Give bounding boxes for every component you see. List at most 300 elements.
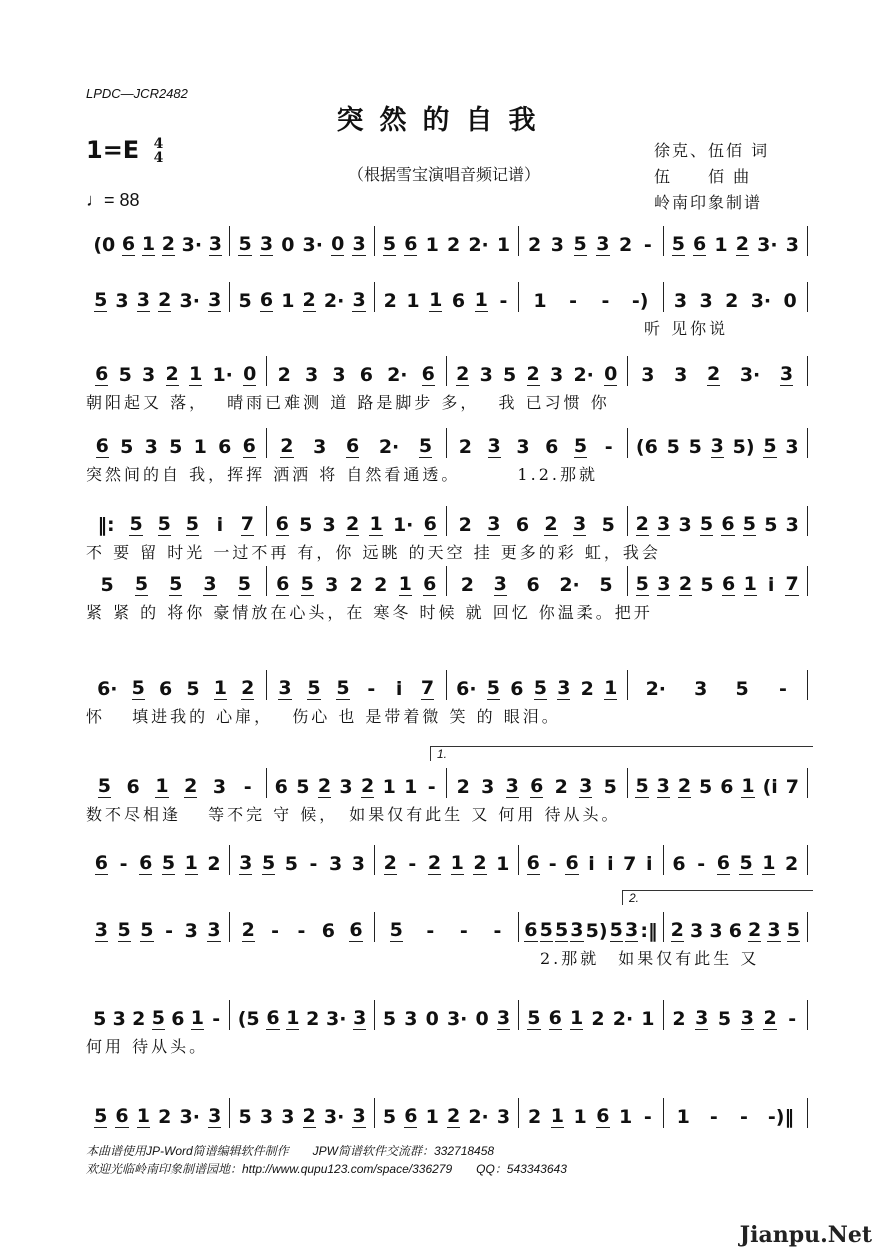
note: 3 [699, 290, 713, 312]
note: 5 [527, 1007, 541, 1029]
note: 6 [510, 678, 524, 700]
measure [447, 670, 628, 700]
note: 1 [155, 775, 169, 797]
note: 3· [326, 1008, 347, 1030]
note: 2· [378, 436, 400, 458]
note: 5 [635, 775, 649, 797]
note: 3 [479, 364, 493, 386]
note: 0 [281, 234, 295, 256]
note: 1 [619, 1106, 633, 1128]
note: 5 [382, 1008, 397, 1030]
note: 5 [601, 514, 615, 536]
score-system [86, 912, 808, 942]
note: 2 [184, 775, 198, 797]
note: 6 [672, 853, 686, 875]
note: 3 [136, 289, 151, 311]
note: 6 [451, 290, 466, 312]
note: 1 [136, 1105, 151, 1127]
note: 6 [524, 919, 538, 941]
note: 6 [274, 776, 288, 798]
note: 3 [767, 919, 781, 941]
note: 5 [300, 573, 314, 595]
note: 3 [656, 775, 670, 797]
note: - [604, 436, 613, 458]
note: 3 [673, 290, 688, 312]
note: - [408, 853, 417, 875]
note: 1 [369, 513, 383, 535]
measure [664, 1098, 808, 1128]
note: - [643, 234, 652, 256]
measure [375, 226, 519, 256]
tempo-mark: ♩= 88 [86, 190, 140, 210]
note: 2 [580, 678, 594, 700]
note: 5 [539, 919, 553, 941]
note: 5 [140, 919, 154, 941]
note: 1 [188, 363, 203, 385]
measure [86, 282, 230, 312]
measure [230, 845, 374, 875]
measure [267, 670, 448, 700]
note: 1 [184, 852, 198, 874]
score-system [86, 670, 808, 700]
note: - [459, 920, 468, 942]
note: - [778, 678, 787, 700]
score-system [86, 356, 808, 386]
note: 0 [604, 363, 618, 385]
note: 3 [239, 852, 253, 874]
note: 2 [619, 234, 633, 256]
note: 5 [533, 677, 547, 699]
note: 5 [118, 364, 132, 386]
note: 3 [304, 364, 319, 386]
note: 3 [549, 364, 564, 386]
measure [628, 670, 809, 700]
measure [375, 1000, 519, 1030]
note: - [271, 920, 280, 942]
score-system [86, 282, 808, 312]
note: 6 [423, 573, 437, 595]
note: - [493, 920, 502, 942]
note: 5 [120, 436, 134, 458]
note: 2 [302, 289, 316, 311]
note: 2 [526, 363, 540, 385]
note: 3 [353, 1007, 367, 1029]
measure [664, 912, 808, 942]
note: 3 [94, 919, 108, 941]
note: 5 [100, 574, 114, 596]
measure [519, 912, 663, 942]
measure [230, 912, 374, 942]
measure [447, 506, 628, 536]
note: - [697, 853, 706, 875]
measure [664, 282, 808, 312]
measure [267, 768, 448, 798]
note: 0 [425, 1008, 439, 1030]
note: 2 [527, 234, 542, 256]
score-system [86, 226, 808, 256]
note: - [499, 290, 508, 312]
note: 6 [266, 1007, 280, 1029]
note: 2 [383, 290, 397, 312]
note: 6 [359, 364, 373, 386]
note: 6 [95, 363, 109, 385]
note: ‖: [97, 514, 115, 536]
measure [628, 506, 809, 536]
note: 1 [425, 1106, 439, 1128]
note: 3 [142, 364, 156, 386]
note: 6 [423, 513, 437, 535]
note: 5 [94, 1105, 108, 1127]
subtitle: （根据雪宝演唱音频记谱） [347, 165, 540, 184]
note: 3 [208, 1105, 222, 1127]
note: 5 [573, 233, 587, 255]
note: - [243, 776, 252, 798]
time-signature: 4 4 [153, 136, 164, 166]
note: 3 [709, 920, 723, 942]
measure [519, 845, 663, 875]
note: 5 [389, 919, 403, 941]
lyrics-line: 不 要 留 时光 一过不再 有，你 远眺 的天空 挂 更多的彩 虹，我会 [86, 543, 661, 562]
note: 7 [785, 776, 799, 798]
note: - [601, 290, 610, 312]
note: -)‖ [767, 1106, 794, 1128]
note: 2 [460, 574, 475, 596]
note: 5 [134, 573, 149, 595]
note: 5 [764, 514, 778, 536]
note: 2 [165, 363, 179, 385]
note: 3 [208, 289, 222, 311]
measure [375, 1098, 519, 1128]
note: 6 [721, 513, 735, 535]
note: 3 [259, 233, 274, 255]
note: 5 [237, 573, 251, 595]
note: 5 [671, 233, 685, 255]
measure [86, 768, 267, 798]
note: 2 [427, 852, 442, 874]
note: 5 [157, 513, 171, 535]
note: 3· [179, 1106, 200, 1128]
note: (5 [237, 1008, 260, 1030]
note: 3 [339, 776, 353, 798]
note: 6 [345, 435, 360, 457]
note: 5 [609, 919, 623, 941]
note: 6 [321, 920, 336, 942]
note: 2 [158, 289, 172, 311]
note: 5 [699, 513, 714, 535]
measure [230, 282, 374, 312]
note: 1 [570, 1007, 584, 1029]
note: i [395, 678, 403, 700]
note: 6 [126, 776, 140, 798]
measure [375, 912, 519, 942]
note: 1 [714, 234, 728, 256]
watermark: Jianpu.Net [739, 1222, 872, 1248]
note: 3 [641, 364, 655, 386]
note: 2 [735, 233, 749, 255]
note: 6 [95, 435, 109, 457]
note: 6 [721, 573, 736, 595]
note: 3 [779, 363, 794, 385]
note: 6 [515, 514, 530, 536]
note: (0 [93, 234, 116, 256]
note: 3 [351, 853, 365, 875]
measure [628, 768, 809, 798]
note: 1 [604, 677, 618, 699]
note: 2 [677, 775, 692, 797]
note: 3· [446, 1008, 468, 1030]
note: 3· [750, 290, 772, 312]
note: 5 [169, 436, 183, 458]
note: 2· [559, 574, 580, 596]
note: 2 [456, 776, 470, 798]
note: 1 [762, 852, 776, 874]
note: 2 [725, 290, 739, 312]
note: 3 [313, 436, 327, 458]
note: - [788, 1008, 797, 1030]
score-system [86, 506, 808, 536]
measure [230, 226, 374, 256]
note: 5 [131, 677, 145, 699]
note: 1 [190, 1007, 204, 1029]
note: 3 [322, 514, 336, 536]
note: 5 [739, 852, 753, 874]
note: 3 [203, 573, 217, 595]
note: 0 [783, 290, 797, 312]
measure [628, 566, 809, 596]
note: 2· [323, 290, 345, 312]
note: 1 [281, 290, 295, 312]
note: 5 [717, 1008, 732, 1030]
note: 3 [674, 364, 688, 386]
measure [267, 428, 448, 458]
note: 5 [735, 678, 749, 700]
note: 6 [349, 919, 363, 941]
note: 2 [554, 776, 568, 798]
note: 5 [573, 435, 588, 457]
note: 2 [306, 1008, 320, 1030]
note: 2 [280, 435, 294, 457]
note: 2 [302, 1105, 316, 1127]
note: 5 [382, 1106, 397, 1128]
measure [664, 1000, 808, 1030]
note: 1 [193, 436, 207, 458]
note: 5 [699, 776, 713, 798]
note: 2 [349, 574, 363, 596]
note: 3 [740, 1007, 754, 1029]
score-system [86, 845, 808, 875]
note: 3 [496, 1007, 511, 1029]
measure [519, 226, 663, 256]
credit-lyricist: 徐克、伍佰 词 [654, 141, 770, 160]
note: 3 [572, 513, 587, 535]
note: 3 [144, 436, 158, 458]
note: - [709, 1106, 718, 1128]
note: 5 [151, 1007, 165, 1029]
note: 3 [579, 775, 593, 797]
note: 3 [207, 919, 221, 941]
note: 3 [557, 677, 571, 699]
note: 1 [398, 573, 412, 595]
lyrics-line: 紧 紧 的 将你 豪情放在心头，在 寒冬 时候 就 回忆 你温柔。把开 [86, 603, 653, 622]
note: 5 [554, 919, 569, 941]
note: 6 [716, 852, 730, 874]
credit-composer: 伍 佰 曲 [654, 167, 752, 186]
note: 1 [496, 234, 511, 256]
note: 3· [302, 234, 323, 256]
note: 2 [132, 1008, 146, 1030]
note: 5 [296, 776, 310, 798]
note: 3· [179, 290, 200, 312]
note: 3 [785, 234, 799, 256]
note: 1 [406, 290, 420, 312]
note: - [309, 853, 318, 875]
note: 1 [141, 233, 156, 255]
note: 2 [207, 853, 221, 875]
note: i [645, 853, 653, 875]
note: 5 [700, 574, 714, 596]
note: 3 [115, 290, 129, 312]
measure [664, 226, 808, 256]
note: 6 [421, 363, 435, 385]
lyrics-line: 数不尽相逢 等不完 守 候， 如果仅有此生 又 何用 待从头。 [86, 805, 621, 824]
song-title: 突然的自我 [336, 105, 552, 136]
note: 2 [374, 574, 388, 596]
measure [86, 912, 230, 942]
note: -) [631, 290, 649, 312]
measure [519, 282, 663, 312]
key-label: 1=E [86, 136, 140, 164]
note: 3 [487, 435, 501, 457]
measure [664, 845, 808, 875]
note: 5 [418, 435, 433, 457]
note: 5) [732, 436, 755, 458]
volta-bracket: 1. [430, 746, 813, 761]
lyrics-line: 朝阳起又 落， 晴雨已难测 道 路是脚步 多， 我 已习惯 你 [86, 393, 610, 412]
note: 2 [458, 436, 472, 458]
note: 2 [158, 1106, 172, 1128]
note: 5 [93, 1008, 107, 1030]
measure [375, 282, 519, 312]
note: 5 [94, 289, 108, 311]
note: 2· [612, 1008, 634, 1030]
note: 3 [184, 920, 198, 942]
note: 6 [565, 852, 579, 874]
note: 3 [481, 776, 495, 798]
note: 6 [728, 920, 742, 942]
note: 1 [743, 573, 757, 595]
note: 5 [688, 436, 702, 458]
note: 6 [276, 573, 290, 595]
note: 2 [784, 853, 799, 875]
note: 2 [748, 919, 762, 941]
note: 5 [161, 852, 176, 874]
note: 3 [710, 435, 724, 457]
note: 6 [548, 1007, 562, 1029]
note: 6 [121, 233, 136, 255]
note: 2 [763, 1007, 777, 1029]
note: 3 [785, 514, 799, 536]
footer-line-1: 本曲谱使用JP-Word简谱编辑软件制作 JPW简谱软件交流群：332718458 [86, 1144, 495, 1158]
note: - [297, 920, 306, 942]
note: 2· [573, 364, 594, 386]
note: 5 [117, 919, 131, 941]
measure [267, 566, 448, 596]
lyrics-line: 听 见你说 [644, 319, 729, 338]
note: 2 [544, 513, 558, 535]
note: 6 [218, 436, 232, 458]
note: 6 [404, 1105, 418, 1127]
note: 2 [456, 363, 470, 385]
note: 3 [496, 1106, 511, 1128]
note: 5 [742, 513, 757, 535]
note: 2 [446, 234, 461, 256]
note: - [119, 853, 128, 875]
note: 1 [213, 677, 228, 699]
credit-transcriber: 岭南印象制谱 [654, 193, 763, 212]
measure [447, 356, 628, 386]
note: 1· [212, 364, 233, 386]
note: 1 [429, 289, 443, 311]
note: 3· [757, 234, 778, 256]
note: 2 [527, 1106, 542, 1128]
note: 7 [623, 853, 637, 875]
note: 1 [573, 1106, 587, 1128]
note: 2 [706, 363, 721, 385]
note: 3· [323, 1106, 345, 1128]
note: 2 [446, 1105, 461, 1127]
note: 1 [425, 234, 439, 256]
note: 5 [186, 678, 200, 700]
note: 6 [139, 852, 153, 874]
note: :‖ [640, 920, 658, 942]
note: 3 [325, 574, 339, 596]
note: 2 [161, 233, 175, 255]
lyrics-line: 何用 待从头。 [86, 1037, 209, 1056]
note: 5 [238, 1106, 252, 1128]
note: 3 [625, 919, 639, 941]
note: 5 [486, 677, 501, 699]
measure [86, 1000, 230, 1030]
note: 3 [516, 436, 530, 458]
footer-line-2: 欢迎光临岭南印象制谱园地：http://www.qupu123.com/space/336279 QQ：543343643 [86, 1162, 567, 1176]
note: 2· [645, 678, 667, 700]
note: 2 [591, 1008, 605, 1030]
note: 5 [238, 290, 252, 312]
note: 2 [635, 513, 649, 535]
note: 3 [281, 1106, 295, 1128]
note: 5 [763, 435, 777, 457]
measure [628, 428, 809, 458]
note: 3 [212, 776, 227, 798]
note: 3 [329, 853, 343, 875]
note: 3 [259, 1106, 274, 1128]
note: 3 [657, 513, 671, 535]
note: 5 [666, 436, 680, 458]
note: 5 [336, 677, 350, 699]
measure [86, 506, 267, 536]
note: 3 [332, 364, 346, 386]
note: 5 [299, 514, 313, 536]
note: 6 [404, 233, 418, 255]
lyrics-line: 怀 填进我的 心扉， 伤心 也 是带着微 笑 的 眼泪。 [86, 707, 561, 726]
note: 5 [382, 233, 397, 255]
note: 3 [487, 513, 501, 535]
note: 5) [585, 920, 608, 942]
note: 1 [533, 290, 547, 312]
measure [519, 1098, 663, 1128]
lyrics-line: 突然间的自 我，挥挥 洒洒 将 自然看通透。 1.2.那就 [86, 465, 598, 484]
note: i [588, 853, 595, 875]
